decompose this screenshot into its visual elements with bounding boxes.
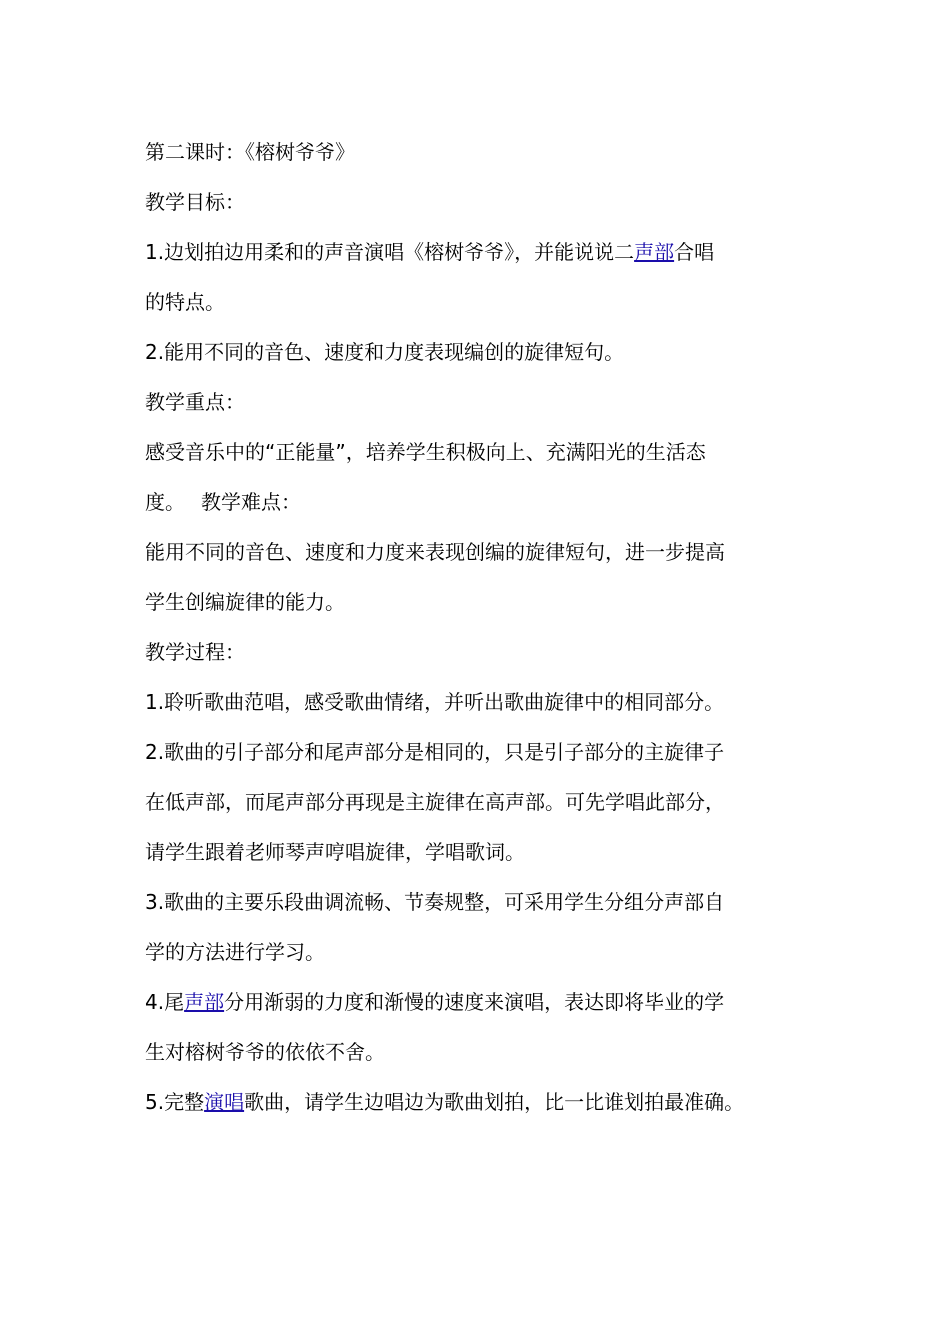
key-points-line-1: 感受音乐中的“正能量”，培养学生积极向上、充满阳光的生活态: [145, 440, 706, 464]
process-item-4-line-2: 生对榕树爷爷的依依不舍。: [145, 1040, 385, 1064]
goal-item-1-cont: 的特点。: [145, 290, 225, 314]
difficulty-line-1: 能用不同的音色、速度和力度来表现创编的旋律短句，进一步提高: [145, 540, 725, 564]
process-item-5: [145, 1077, 815, 1127]
goals-heading: 教学目标：: [145, 190, 245, 214]
process-item-4-prefix: 4.尾: [145, 990, 185, 1014]
process-item-1: 1.聆听歌曲范唱，感受歌曲情绪，并听出歌曲旋律中的相同部分。: [145, 690, 725, 714]
voice-part-link-2[interactable]: 声部: [184, 990, 225, 1014]
key-points-line-2: [145, 477, 815, 527]
process-item-3-line-2: 学的方法进行学习。: [145, 940, 325, 964]
goal-item-1-suffix: 合唱: [674, 240, 715, 264]
process-item-5-suffix: 歌曲，请学生边唱边为歌曲划拍，比一比谁划拍最准确。: [244, 1090, 745, 1114]
document-page: [145, 127, 815, 1127]
process-heading: 教学过程：: [145, 640, 245, 664]
lesson-title: 第二课时：《榕树爷爷》: [145, 140, 355, 164]
process-item-4-line-1: [145, 977, 815, 1027]
difficulty-line-2: 学生创编旋律的能力。: [145, 590, 345, 614]
difficulty-heading: 教学难点：: [201, 490, 301, 514]
goal-item-1: [145, 227, 815, 277]
goal-item-1-prefix: 1.边划拍边用柔和的声音演唱《榕树爷爷》，并能说说二: [145, 240, 635, 264]
voice-part-link[interactable]: 声部: [634, 240, 675, 264]
process-item-4-suffix: 分用渐弱的力度和渐慢的速度来演唱，表达即将毕业的学: [224, 990, 725, 1014]
goal-item-2: 2.能用不同的音色、速度和力度表现编创的旋律短句。: [145, 340, 625, 364]
performance-link[interactable]: 演唱: [204, 1090, 245, 1114]
process-item-5-prefix: 5.完整: [145, 1090, 205, 1114]
key-points-line-2-text: 度。: [145, 490, 185, 514]
key-points-heading: 教学重点：: [145, 390, 245, 414]
process-item-3-line-1: 3.歌曲的主要乐段曲调流畅、节奏规整，可采用学生分组分声部自: [145, 890, 725, 914]
process-item-2-line-1: 2.歌曲的引子部分和尾声部分是相同的，只是引子部分的主旋律子: [145, 740, 725, 764]
process-item-2-line-3: 请学生跟着老师琴声哼唱旋律，学唱歌词。: [145, 840, 525, 864]
process-item-2-line-2: 在低声部，而尾声部分再现是主旋律在高声部。可先学唱此部分，: [145, 790, 725, 814]
